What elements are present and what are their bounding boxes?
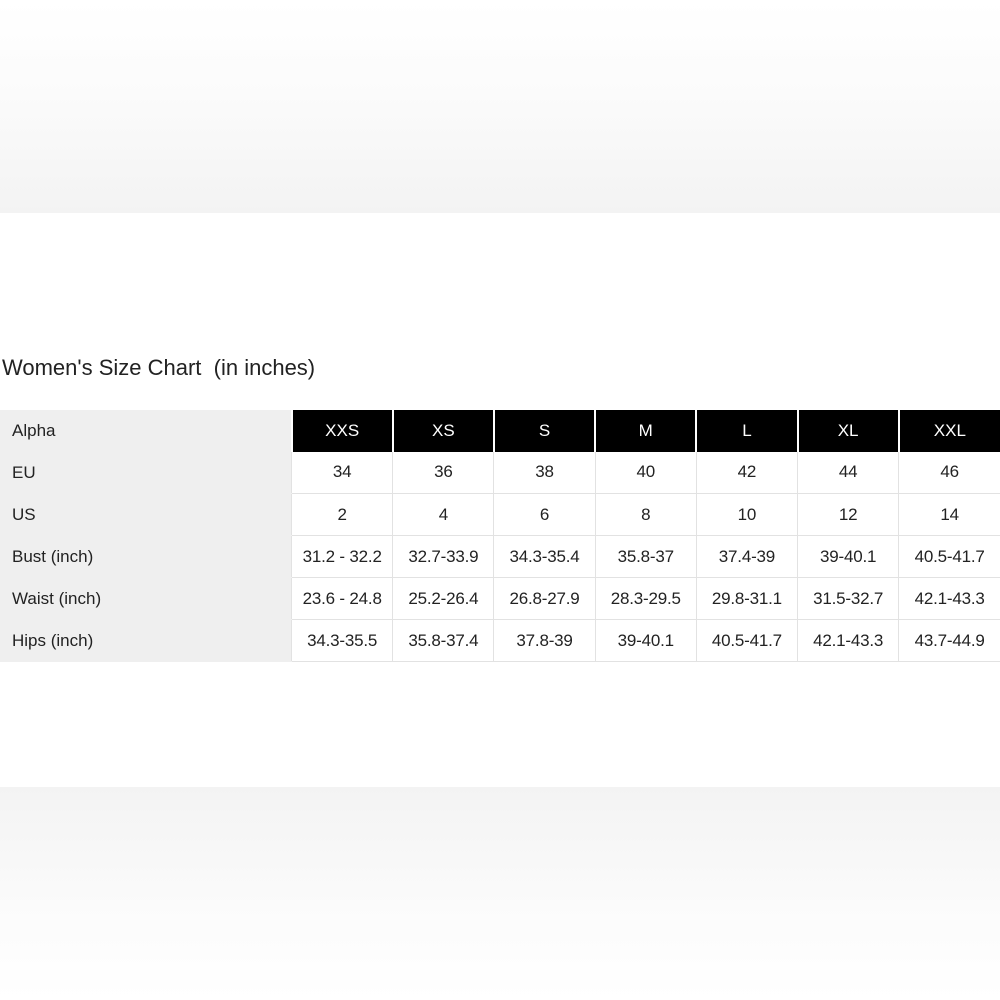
table-cell: 37.8-39 — [494, 620, 595, 662]
table-cell: 35.8-37 — [595, 536, 696, 578]
table-cell: 46 — [899, 452, 1000, 494]
table-cell: 4 — [393, 494, 494, 536]
table-cell: 8 — [595, 494, 696, 536]
table-cell: 31.2 - 32.2 — [292, 536, 393, 578]
table-cell: 39-40.1 — [595, 620, 696, 662]
table-cell: 2 — [292, 494, 393, 536]
table-cell: 34.3-35.5 — [292, 620, 393, 662]
table-cell: 32.7-33.9 — [393, 536, 494, 578]
table-cell: 40.5-41.7 — [696, 620, 797, 662]
table-cell: 34 — [292, 452, 393, 494]
size-header-cell: XS — [393, 410, 494, 452]
table-cell: 26.8-27.9 — [494, 578, 595, 620]
table-cell: 42 — [696, 452, 797, 494]
bottom-background-band — [0, 787, 1000, 1000]
table-row — [0, 578, 1000, 620]
top-background-band — [0, 0, 1000, 213]
table-cell: 12 — [798, 494, 899, 536]
chart-title: Women's Size Chart (in inches) — [2, 355, 316, 380]
size-header-cell: S — [494, 410, 595, 452]
table-cell: 10 — [696, 494, 797, 536]
table-row — [0, 494, 1000, 536]
header-row — [0, 410, 1000, 452]
table-cell: 14 — [899, 494, 1000, 536]
size-chart-table — [0, 410, 1000, 662]
table-cell: 42.1-43.3 — [798, 620, 899, 662]
row-label: US — [0, 494, 292, 536]
table-cell: 25.2-26.4 — [393, 578, 494, 620]
table-row — [0, 620, 1000, 662]
table-cell: 40.5-41.7 — [899, 536, 1000, 578]
size-header-cell: L — [696, 410, 797, 452]
row-label: Alpha — [0, 410, 292, 452]
table-cell: 40 — [595, 452, 696, 494]
size-header-cell: XXL — [899, 410, 1000, 452]
table-cell: 31.5-32.7 — [798, 578, 899, 620]
table-row — [0, 536, 1000, 578]
table-cell: 35.8-37.4 — [393, 620, 494, 662]
row-label: Hips (inch) — [0, 620, 292, 662]
table-cell: 39-40.1 — [798, 536, 899, 578]
row-label: EU — [0, 452, 292, 494]
table-cell: 23.6 - 24.8 — [292, 578, 393, 620]
table-cell: 44 — [798, 452, 899, 494]
size-header-cell: XXS — [292, 410, 393, 452]
table-cell: 38 — [494, 452, 595, 494]
table-cell: 42.1-43.3 — [899, 578, 1000, 620]
size-header-cell: M — [595, 410, 696, 452]
table-cell: 43.7-44.9 — [899, 620, 1000, 662]
table-row — [0, 452, 1000, 494]
table-cell: 6 — [494, 494, 595, 536]
table-cell: 36 — [393, 452, 494, 494]
size-header-cell: XL — [798, 410, 899, 452]
table-cell: 37.4-39 — [696, 536, 797, 578]
table-cell: 29.8-31.1 — [696, 578, 797, 620]
row-label: Waist (inch) — [0, 578, 292, 620]
row-label: Bust (inch) — [0, 536, 292, 578]
table-cell: 34.3-35.4 — [494, 536, 595, 578]
table-cell: 28.3-29.5 — [595, 578, 696, 620]
